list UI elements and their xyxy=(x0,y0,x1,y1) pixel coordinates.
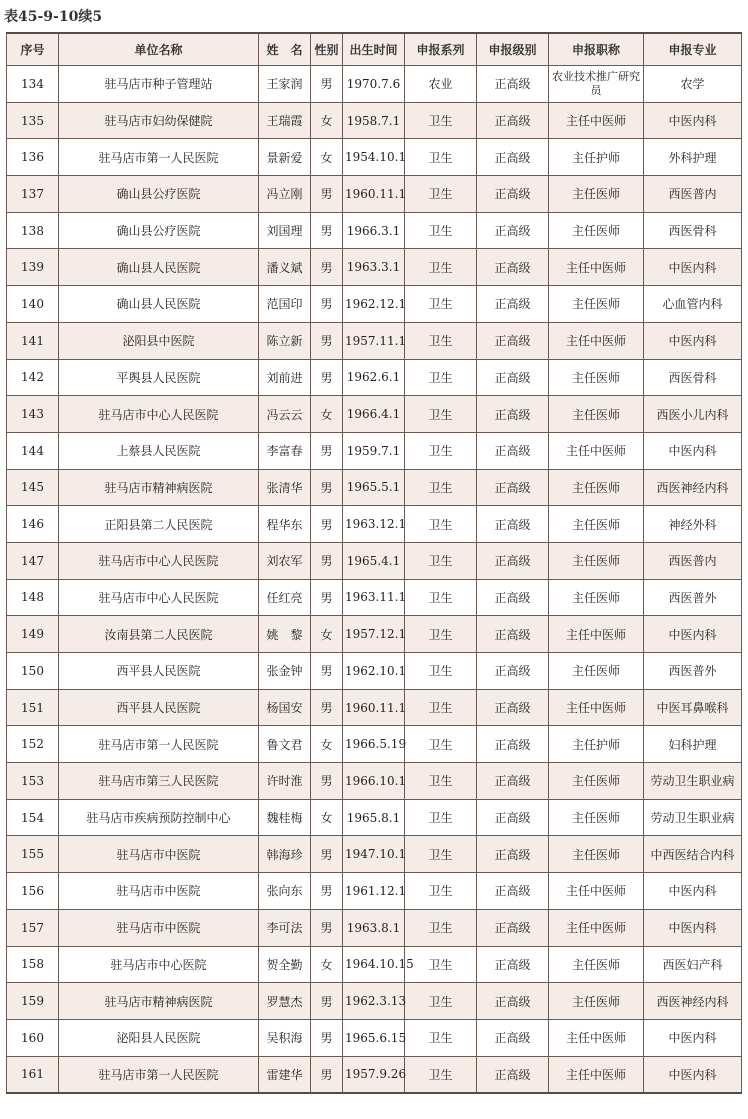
cell-name: 魏桂梅 xyxy=(259,799,311,836)
table-row xyxy=(7,396,742,433)
cell-birth: 1966.5.19 xyxy=(343,726,405,763)
cell-series: 农业 xyxy=(405,66,477,103)
table-row xyxy=(7,249,742,286)
cell-level: 正高级 xyxy=(477,726,549,763)
cell-title: 主任中医师 xyxy=(549,873,644,910)
cell-series: 卫生 xyxy=(405,689,477,726)
header-unit: 单位名称 xyxy=(59,33,259,66)
cell-seq: 147 xyxy=(7,542,59,579)
cell-name: 许时淮 xyxy=(259,763,311,800)
cell-level: 正高级 xyxy=(477,286,549,323)
cell-name: 潘义斌 xyxy=(259,249,311,286)
cell-name: 张金钟 xyxy=(259,653,311,690)
cell-unit: 确山县公疗医院 xyxy=(59,212,259,249)
cell-level: 正高级 xyxy=(477,763,549,800)
cell-title: 主任中医师 xyxy=(549,432,644,469)
cell-level: 正高级 xyxy=(477,102,549,139)
cell-gender: 女 xyxy=(311,799,343,836)
cell-unit: 驻马店市中医院 xyxy=(59,873,259,910)
header-gender: 性别 xyxy=(311,33,343,66)
cell-title: 主任医师 xyxy=(549,212,644,249)
cell-seq: 152 xyxy=(7,726,59,763)
cell-birth: 1960.11.1 xyxy=(343,176,405,213)
cell-title: 主任医师 xyxy=(549,946,644,983)
table-row xyxy=(7,946,742,983)
cell-specialty: 劳动卫生职业病 xyxy=(644,799,742,836)
cell-title: 主任护师 xyxy=(549,139,644,176)
table-row xyxy=(7,616,742,653)
cell-level: 正高级 xyxy=(477,322,549,359)
cell-series: 卫生 xyxy=(405,946,477,983)
cell-birth: 1965.6.15 xyxy=(343,1019,405,1056)
cell-seq: 159 xyxy=(7,983,59,1020)
cell-specialty: 中医内科 xyxy=(644,249,742,286)
table-row xyxy=(7,102,742,139)
cell-series: 卫生 xyxy=(405,836,477,873)
cell-seq: 151 xyxy=(7,689,59,726)
cell-specialty: 心血管内科 xyxy=(644,286,742,323)
header-name: 姓 名 xyxy=(259,33,311,66)
cell-unit: 驻马店市精神病医院 xyxy=(59,983,259,1020)
cell-gender: 男 xyxy=(311,542,343,579)
cell-specialty: 中医内科 xyxy=(644,432,742,469)
table-row xyxy=(7,139,742,176)
cell-gender: 男 xyxy=(311,506,343,543)
cell-birth: 1957.12.1 xyxy=(343,616,405,653)
cell-series: 卫生 xyxy=(405,176,477,213)
cell-name: 张向东 xyxy=(259,873,311,910)
cell-title: 主任医师 xyxy=(549,542,644,579)
cell-unit: 驻马店市第三人民医院 xyxy=(59,763,259,800)
cell-gender: 男 xyxy=(311,66,343,103)
cell-seq: 144 xyxy=(7,432,59,469)
cell-series: 卫生 xyxy=(405,359,477,396)
cell-specialty: 中医内科 xyxy=(644,102,742,139)
cell-gender: 男 xyxy=(311,579,343,616)
cell-unit: 正阳县第二人民医院 xyxy=(59,506,259,543)
cell-gender: 男 xyxy=(311,359,343,396)
cell-specialty: 中医内科 xyxy=(644,909,742,946)
cell-level: 正高级 xyxy=(477,176,549,213)
header-specialty: 申报专业 xyxy=(644,33,742,66)
cell-name: 王瑞霞 xyxy=(259,102,311,139)
cell-unit: 泌阳县人民医院 xyxy=(59,1019,259,1056)
cell-level: 正高级 xyxy=(477,836,549,873)
cell-specialty: 中医内科 xyxy=(644,1019,742,1056)
table-row xyxy=(7,469,742,506)
cell-title: 主任中医师 xyxy=(549,249,644,286)
cell-name: 冯立刚 xyxy=(259,176,311,213)
cell-level: 正高级 xyxy=(477,873,549,910)
cell-seq: 142 xyxy=(7,359,59,396)
cell-birth: 1961.12.1 xyxy=(343,873,405,910)
cell-level: 正高级 xyxy=(477,212,549,249)
cell-gender: 男 xyxy=(311,249,343,286)
cell-specialty: 西医骨科 xyxy=(644,359,742,396)
cell-birth: 1963.12.1 xyxy=(343,506,405,543)
cell-title: 主任医师 xyxy=(549,653,644,690)
cell-unit: 驻马店市第一人民医院 xyxy=(59,139,259,176)
cell-birth: 1970.7.6 xyxy=(343,66,405,103)
cell-title: 主任中医师 xyxy=(549,909,644,946)
cell-gender: 女 xyxy=(311,946,343,983)
cell-level: 正高级 xyxy=(477,1019,549,1056)
cell-series: 卫生 xyxy=(405,579,477,616)
cell-level: 正高级 xyxy=(477,689,549,726)
cell-name: 景新爱 xyxy=(259,139,311,176)
cell-series: 卫生 xyxy=(405,763,477,800)
cell-birth: 1958.7.1 xyxy=(343,102,405,139)
cell-series: 卫生 xyxy=(405,286,477,323)
cell-birth: 1962.3.13 xyxy=(343,983,405,1020)
cell-seq: 161 xyxy=(7,1056,59,1093)
cell-unit: 驻马店市疾病预防控制中心 xyxy=(59,799,259,836)
cell-gender: 男 xyxy=(311,909,343,946)
cell-birth: 1947.10.1 xyxy=(343,836,405,873)
cell-title: 主任护师 xyxy=(549,726,644,763)
cell-title: 主任医师 xyxy=(549,359,644,396)
cell-name: 李可法 xyxy=(259,909,311,946)
cell-title: 主任医师 xyxy=(549,286,644,323)
cell-title: 主任中医师 xyxy=(549,1056,644,1093)
table-row xyxy=(7,873,742,910)
cell-title: 主任中医师 xyxy=(549,102,644,139)
cell-title: 主任医师 xyxy=(549,396,644,433)
cell-seq: 158 xyxy=(7,946,59,983)
cell-series: 卫生 xyxy=(405,983,477,1020)
cell-seq: 146 xyxy=(7,506,59,543)
cell-gender: 女 xyxy=(311,139,343,176)
cell-series: 卫生 xyxy=(405,469,477,506)
cell-level: 正高级 xyxy=(477,616,549,653)
table-row xyxy=(7,983,742,1020)
cell-specialty: 西医骨科 xyxy=(644,212,742,249)
cell-birth: 1957.11.1 xyxy=(343,322,405,359)
cell-unit: 驻马店市第一人民医院 xyxy=(59,1056,259,1093)
cell-series: 卫生 xyxy=(405,1056,477,1093)
cell-level: 正高级 xyxy=(477,909,549,946)
table-row xyxy=(7,176,742,213)
cell-series: 卫生 xyxy=(405,873,477,910)
cell-gender: 男 xyxy=(311,432,343,469)
cell-unit: 驻马店市中心人民医院 xyxy=(59,579,259,616)
cell-level: 正高级 xyxy=(477,359,549,396)
cell-series: 卫生 xyxy=(405,542,477,579)
cell-name: 刘国理 xyxy=(259,212,311,249)
cell-level: 正高级 xyxy=(477,469,549,506)
cell-title: 主任医师 xyxy=(549,836,644,873)
cell-unit: 汝南县第二人民医院 xyxy=(59,616,259,653)
cell-title: 农业技术推广研究员 xyxy=(549,66,644,103)
cell-level: 正高级 xyxy=(477,249,549,286)
cell-level: 正高级 xyxy=(477,432,549,469)
cell-specialty: 西医普内 xyxy=(644,542,742,579)
cell-series: 卫生 xyxy=(405,139,477,176)
cell-seq: 157 xyxy=(7,909,59,946)
cell-name: 雷建华 xyxy=(259,1056,311,1093)
cell-level: 正高级 xyxy=(477,579,549,616)
cell-title: 主任医师 xyxy=(549,983,644,1020)
cell-unit: 驻马店市中医院 xyxy=(59,909,259,946)
header-series: 申报系列 xyxy=(405,33,477,66)
cell-specialty: 神经外科 xyxy=(644,506,742,543)
cell-unit: 西平县人民医院 xyxy=(59,689,259,726)
cell-gender: 女 xyxy=(311,726,343,763)
cell-birth: 1963.8.1 xyxy=(343,909,405,946)
cell-name: 贺全勤 xyxy=(259,946,311,983)
cell-birth: 1964.10.15 xyxy=(343,946,405,983)
cell-title: 主任中医师 xyxy=(549,616,644,653)
table-row xyxy=(7,799,742,836)
cell-gender: 男 xyxy=(311,763,343,800)
cell-name: 杨国安 xyxy=(259,689,311,726)
cell-seq: 137 xyxy=(7,176,59,213)
table-row xyxy=(7,66,742,103)
cell-seq: 153 xyxy=(7,763,59,800)
cell-level: 正高级 xyxy=(477,506,549,543)
cell-title: 主任医师 xyxy=(549,799,644,836)
cell-name: 陈立新 xyxy=(259,322,311,359)
cell-seq: 143 xyxy=(7,396,59,433)
table-row xyxy=(7,836,742,873)
cell-unit: 确山县人民医院 xyxy=(59,286,259,323)
cell-series: 卫生 xyxy=(405,102,477,139)
cell-specialty: 劳动卫生职业病 xyxy=(644,763,742,800)
cell-birth: 1954.10.1 xyxy=(343,139,405,176)
cell-name: 刘农军 xyxy=(259,542,311,579)
cell-specialty: 西医普内 xyxy=(644,176,742,213)
cell-name: 韩海珍 xyxy=(259,836,311,873)
cell-level: 正高级 xyxy=(477,66,549,103)
cell-name: 鲁文君 xyxy=(259,726,311,763)
cell-birth: 1962.12.1 xyxy=(343,286,405,323)
cell-level: 正高级 xyxy=(477,946,549,983)
cell-level: 正高级 xyxy=(477,799,549,836)
cell-series: 卫生 xyxy=(405,212,477,249)
cell-specialty: 中西医结合内科 xyxy=(644,836,742,873)
header-seq: 序号 xyxy=(7,33,59,66)
cell-series: 卫生 xyxy=(405,1019,477,1056)
table-row xyxy=(7,1056,742,1093)
cell-unit: 西平县人民医院 xyxy=(59,653,259,690)
cell-series: 卫生 xyxy=(405,799,477,836)
cell-birth: 1965.4.1 xyxy=(343,542,405,579)
cell-level: 正高级 xyxy=(477,653,549,690)
cell-specialty: 中医内科 xyxy=(644,1056,742,1093)
table-caption: 表45-9-10续5 xyxy=(4,9,103,25)
cell-seq: 138 xyxy=(7,212,59,249)
cell-specialty: 中医内科 xyxy=(644,616,742,653)
cell-birth: 1962.10.1 xyxy=(343,653,405,690)
cell-title: 主任医师 xyxy=(549,469,644,506)
cell-seq: 139 xyxy=(7,249,59,286)
cell-seq: 155 xyxy=(7,836,59,873)
cell-title: 主任医师 xyxy=(549,579,644,616)
table-row xyxy=(7,579,742,616)
table-row xyxy=(7,506,742,543)
cell-seq: 156 xyxy=(7,873,59,910)
cell-name: 刘前进 xyxy=(259,359,311,396)
cell-unit: 确山县公疗医院 xyxy=(59,176,259,213)
cell-seq: 136 xyxy=(7,139,59,176)
cell-series: 卫生 xyxy=(405,432,477,469)
cell-birth: 1966.3.1 xyxy=(343,212,405,249)
cell-title: 主任中医师 xyxy=(549,1019,644,1056)
cell-gender: 男 xyxy=(311,873,343,910)
cell-gender: 男 xyxy=(311,176,343,213)
cell-birth: 1962.6.1 xyxy=(343,359,405,396)
cell-series: 卫生 xyxy=(405,616,477,653)
table-row xyxy=(7,763,742,800)
table-row xyxy=(7,322,742,359)
cell-unit: 驻马店市中心医院 xyxy=(59,946,259,983)
cell-gender: 男 xyxy=(311,689,343,726)
cell-seq: 145 xyxy=(7,469,59,506)
cell-specialty: 西医普外 xyxy=(644,579,742,616)
cell-unit: 泌阳县中医院 xyxy=(59,322,259,359)
table-row xyxy=(7,359,742,396)
cell-seq: 148 xyxy=(7,579,59,616)
cell-series: 卫生 xyxy=(405,506,477,543)
cell-specialty: 中医内科 xyxy=(644,873,742,910)
cell-birth: 1963.3.1 xyxy=(343,249,405,286)
cell-gender: 男 xyxy=(311,836,343,873)
cell-specialty: 农学 xyxy=(644,66,742,103)
cell-gender: 女 xyxy=(311,102,343,139)
cell-name: 任红亮 xyxy=(259,579,311,616)
cell-specialty: 外科护理 xyxy=(644,139,742,176)
table-row xyxy=(7,653,742,690)
cell-series: 卫生 xyxy=(405,726,477,763)
cell-name: 吴积海 xyxy=(259,1019,311,1056)
table-row xyxy=(7,286,742,323)
cell-name: 程华东 xyxy=(259,506,311,543)
cell-gender: 男 xyxy=(311,212,343,249)
cell-birth: 1966.10.1 xyxy=(343,763,405,800)
table-row xyxy=(7,432,742,469)
cell-gender: 男 xyxy=(311,653,343,690)
cell-specialty: 西医普外 xyxy=(644,653,742,690)
cell-series: 卫生 xyxy=(405,396,477,433)
cell-seq: 135 xyxy=(7,102,59,139)
cell-specialty: 西医神经内科 xyxy=(644,983,742,1020)
cell-seq: 149 xyxy=(7,616,59,653)
cell-gender: 男 xyxy=(311,469,343,506)
cell-birth: 1959.7.1 xyxy=(343,432,405,469)
cell-name: 王家润 xyxy=(259,66,311,103)
cell-unit: 驻马店市妇幼保健院 xyxy=(59,102,259,139)
cell-specialty: 西医神经内科 xyxy=(644,469,742,506)
cell-unit: 确山县人民医院 xyxy=(59,249,259,286)
cell-birth: 1963.11.1 xyxy=(343,579,405,616)
table-header xyxy=(7,33,742,66)
cell-level: 正高级 xyxy=(477,1056,549,1093)
cell-seq: 134 xyxy=(7,66,59,103)
header-title: 申报职称 xyxy=(549,33,644,66)
cell-unit: 驻马店市种子管理站 xyxy=(59,66,259,103)
cell-unit: 驻马店市中心人民医院 xyxy=(59,542,259,579)
cell-series: 卫生 xyxy=(405,909,477,946)
table-row xyxy=(7,726,742,763)
cell-gender: 男 xyxy=(311,983,343,1020)
table-row xyxy=(7,542,742,579)
table-row xyxy=(7,1019,742,1056)
cell-unit: 驻马店市中医院 xyxy=(59,836,259,873)
table-row xyxy=(7,689,742,726)
cell-gender: 男 xyxy=(311,286,343,323)
cell-name: 范国印 xyxy=(259,286,311,323)
cell-unit: 驻马店市第一人民医院 xyxy=(59,726,259,763)
cell-seq: 141 xyxy=(7,322,59,359)
cell-series: 卫生 xyxy=(405,322,477,359)
cell-specialty: 中医耳鼻喉科 xyxy=(644,689,742,726)
cell-title: 主任医师 xyxy=(549,176,644,213)
cell-specialty: 西医妇产科 xyxy=(644,946,742,983)
table-body xyxy=(7,66,742,1094)
cell-gender: 男 xyxy=(311,1056,343,1093)
cell-gender: 女 xyxy=(311,396,343,433)
cell-level: 正高级 xyxy=(477,542,549,579)
header-level: 申报级别 xyxy=(477,33,549,66)
cell-unit: 驻马店市中心人民医院 xyxy=(59,396,259,433)
cell-level: 正高级 xyxy=(477,983,549,1020)
cell-name: 罗慧杰 xyxy=(259,983,311,1020)
cell-seq: 160 xyxy=(7,1019,59,1056)
header-birth: 出生时间 xyxy=(343,33,405,66)
cell-birth: 1960.11.1 xyxy=(343,689,405,726)
cell-title: 主任中医师 xyxy=(549,689,644,726)
cell-name: 李富春 xyxy=(259,432,311,469)
cell-name: 冯云云 xyxy=(259,396,311,433)
cell-series: 卫生 xyxy=(405,249,477,286)
cell-birth: 1957.9.26 xyxy=(343,1056,405,1093)
cell-specialty: 西医小儿内科 xyxy=(644,396,742,433)
cell-gender: 男 xyxy=(311,1019,343,1056)
cell-name: 张清华 xyxy=(259,469,311,506)
cell-seq: 150 xyxy=(7,653,59,690)
table-row xyxy=(7,909,742,946)
cell-unit: 平舆县人民医院 xyxy=(59,359,259,396)
cell-birth: 1965.8.1 xyxy=(343,799,405,836)
cell-birth: 1965.5.1 xyxy=(343,469,405,506)
cell-gender: 男 xyxy=(311,322,343,359)
cell-title: 主任医师 xyxy=(549,763,644,800)
cell-specialty: 中医内科 xyxy=(644,322,742,359)
applicant-table xyxy=(6,32,742,1094)
cell-unit: 上蔡县人民医院 xyxy=(59,432,259,469)
cell-name: 姚 黎 xyxy=(259,616,311,653)
cell-series: 卫生 xyxy=(405,653,477,690)
cell-seq: 140 xyxy=(7,286,59,323)
cell-specialty: 妇科护理 xyxy=(644,726,742,763)
table-row xyxy=(7,212,742,249)
cell-seq: 154 xyxy=(7,799,59,836)
cell-unit: 驻马店市精神病医院 xyxy=(59,469,259,506)
cell-gender: 女 xyxy=(311,616,343,653)
cell-level: 正高级 xyxy=(477,139,549,176)
cell-level: 正高级 xyxy=(477,396,549,433)
cell-title: 主任中医师 xyxy=(549,322,644,359)
cell-title: 主任医师 xyxy=(549,506,644,543)
cell-birth: 1966.4.1 xyxy=(343,396,405,433)
